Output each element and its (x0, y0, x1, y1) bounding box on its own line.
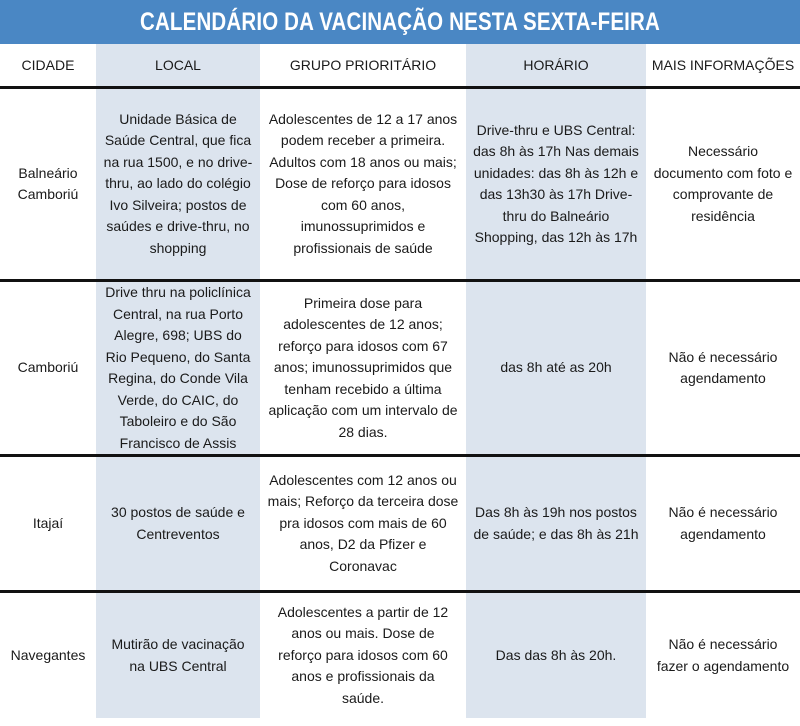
cell-local: Drive thru na policlínica Central, na rua Porto Alegre, 698; UBS do Rio Pequeno, do Santa Regina, do Conde Vila Verde, do CAIC, do Taboleiro e do São Francisco de Assis (96, 281, 260, 456)
title-banner (0, 0, 800, 44)
table-row (0, 88, 800, 281)
header-grupo-prioritario: GRUPO PRIORITÁRIO (260, 44, 466, 88)
header-horario: HORÁRIO (466, 44, 646, 88)
cell-cidade: Itajaí (0, 456, 96, 592)
cell-grupo: Adolescentes a partir de 12 anos ou mais. Dose de reforço para idosos com 60 anos e profissionais da saúde. (277, 603, 449, 706)
header-mais-informacoes: MAIS INFORMAÇÕES (646, 44, 800, 88)
page-title: CALENDÁRIO DA VACINAÇÃO NESTA SEXTA-FEIRA (72, 0, 728, 44)
cell-cidade: Camboriú (0, 281, 96, 456)
cell-grupo: Adolescentes com 12 anos ou mais; Reforço da terceira dose pra idosos com mais de 60 anos, D2 da Pfizer e Coronavac (260, 456, 466, 592)
cell-grupo: Primeira dose para adolescentes de 12 anos; reforço para idosos com 67 anos; imunossuprimidos que tenham recebido a última aplicação com um intervalo de 28 dias. (260, 281, 466, 456)
cell-local: Mutirão de vacinação na UBS Central (96, 592, 260, 719)
table-row (0, 592, 800, 719)
table-row (0, 456, 800, 592)
cell-cidade: Navegantes (10, 646, 86, 663)
cell-grupo: Adolescentes de 12 a 17 anos podem receber a primeira. Adultos com 18 anos ou mais; Dose de reforço para idosos com 60 anos, imunossuprimidos e profissionais de saúde (260, 88, 466, 281)
cell-horario: Drive-thru e UBS Central: das 8h às 17h Nas demais unidades: das 8h às 12h e das 13h30 às 17h Drive-thru do Balneário Shopping, das 12h às 17h (466, 88, 646, 281)
table-header-row (0, 44, 800, 88)
cell-horario: das 8h até as 20h (466, 281, 646, 456)
cell-info: Não é necessário agendamento (646, 456, 800, 592)
vaccination-schedule-table (0, 44, 800, 718)
cell-local: 30 postos de saúde e Centreventos (96, 456, 260, 592)
cell-info: Não é necessário agendamento (646, 281, 800, 456)
cell-info: Necessário documento com foto e comprovante de residência (646, 88, 800, 281)
cell-local: Unidade Básica de Saúde Central, que fica na rua 1500, e no drive-thru, ao lado do colégio Ivo Silveira; postos de saúdes e drive-thru, no shopping (96, 88, 260, 281)
header-cidade: CIDADE (0, 44, 96, 88)
cell-horario: Das 8h às 19h nos postos de saúde; e das 8h às 21h (466, 456, 646, 592)
cell-cidade: Balneário Camboriú (0, 88, 96, 281)
cell-info: Não é necessário fazer o agendamento (656, 636, 790, 674)
header-local: LOCAL (96, 44, 260, 88)
table-row (0, 281, 800, 456)
cell-horario: Das das 8h às 20h. (466, 592, 646, 719)
